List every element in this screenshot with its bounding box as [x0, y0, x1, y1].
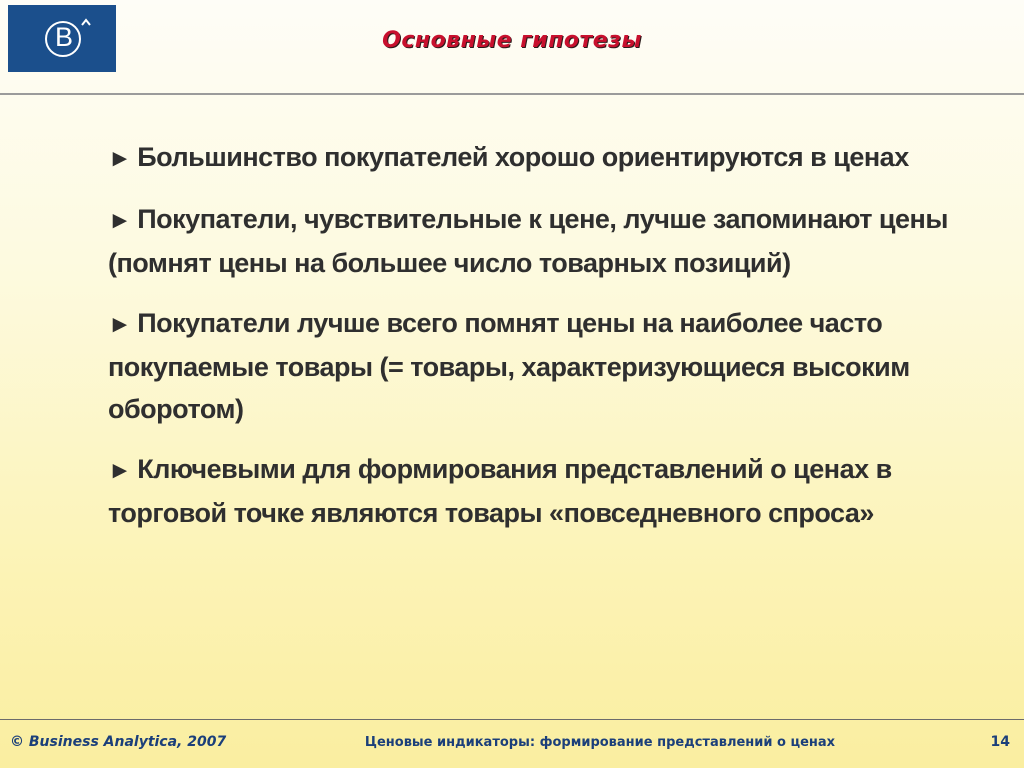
- bullet-item: [108, 136, 988, 180]
- triangle-bullet-icon: ►: [108, 207, 132, 234]
- triangle-bullet-icon: ►: [108, 311, 132, 338]
- header-divider: [0, 93, 1024, 95]
- triangle-bullet-icon: ►: [108, 145, 132, 172]
- bullet-text: Большинство покупателей хорошо ориентируются в ценах: [137, 142, 909, 172]
- footer-copyright: © Business Analytica, 2007: [10, 734, 227, 750]
- business-analytica-logo: [8, 5, 116, 72]
- bullet-text: Ключевыми для формирования представлений о ценах в торговой точке являются товары «повседневного спроса»: [108, 454, 892, 528]
- bullet-list: [108, 136, 988, 552]
- page-number: 14: [990, 734, 1010, 750]
- footer-topic: Ценовые индикаторы: формирование представлений о ценах: [364, 735, 836, 750]
- bullet-text: Покупатели, чувствительные к цене, лучше запоминают цены (помнят цены на большее число товарных позиций): [108, 204, 948, 278]
- triangle-bullet-icon: ►: [108, 457, 132, 484]
- logo-letter: B: [54, 22, 73, 52]
- footer-divider: [0, 719, 1024, 720]
- slide-title: Основные гипотезы: [382, 28, 642, 53]
- bullet-item: [108, 302, 988, 430]
- bullet-item: [108, 448, 988, 534]
- bullet-item: [108, 198, 988, 284]
- bullet-text: Покупатели лучше всего помнят цены на наиболее часто покупаемые товары (= товары, характеризующиеся высоким оборотом): [108, 308, 910, 424]
- footer: [0, 728, 1024, 760]
